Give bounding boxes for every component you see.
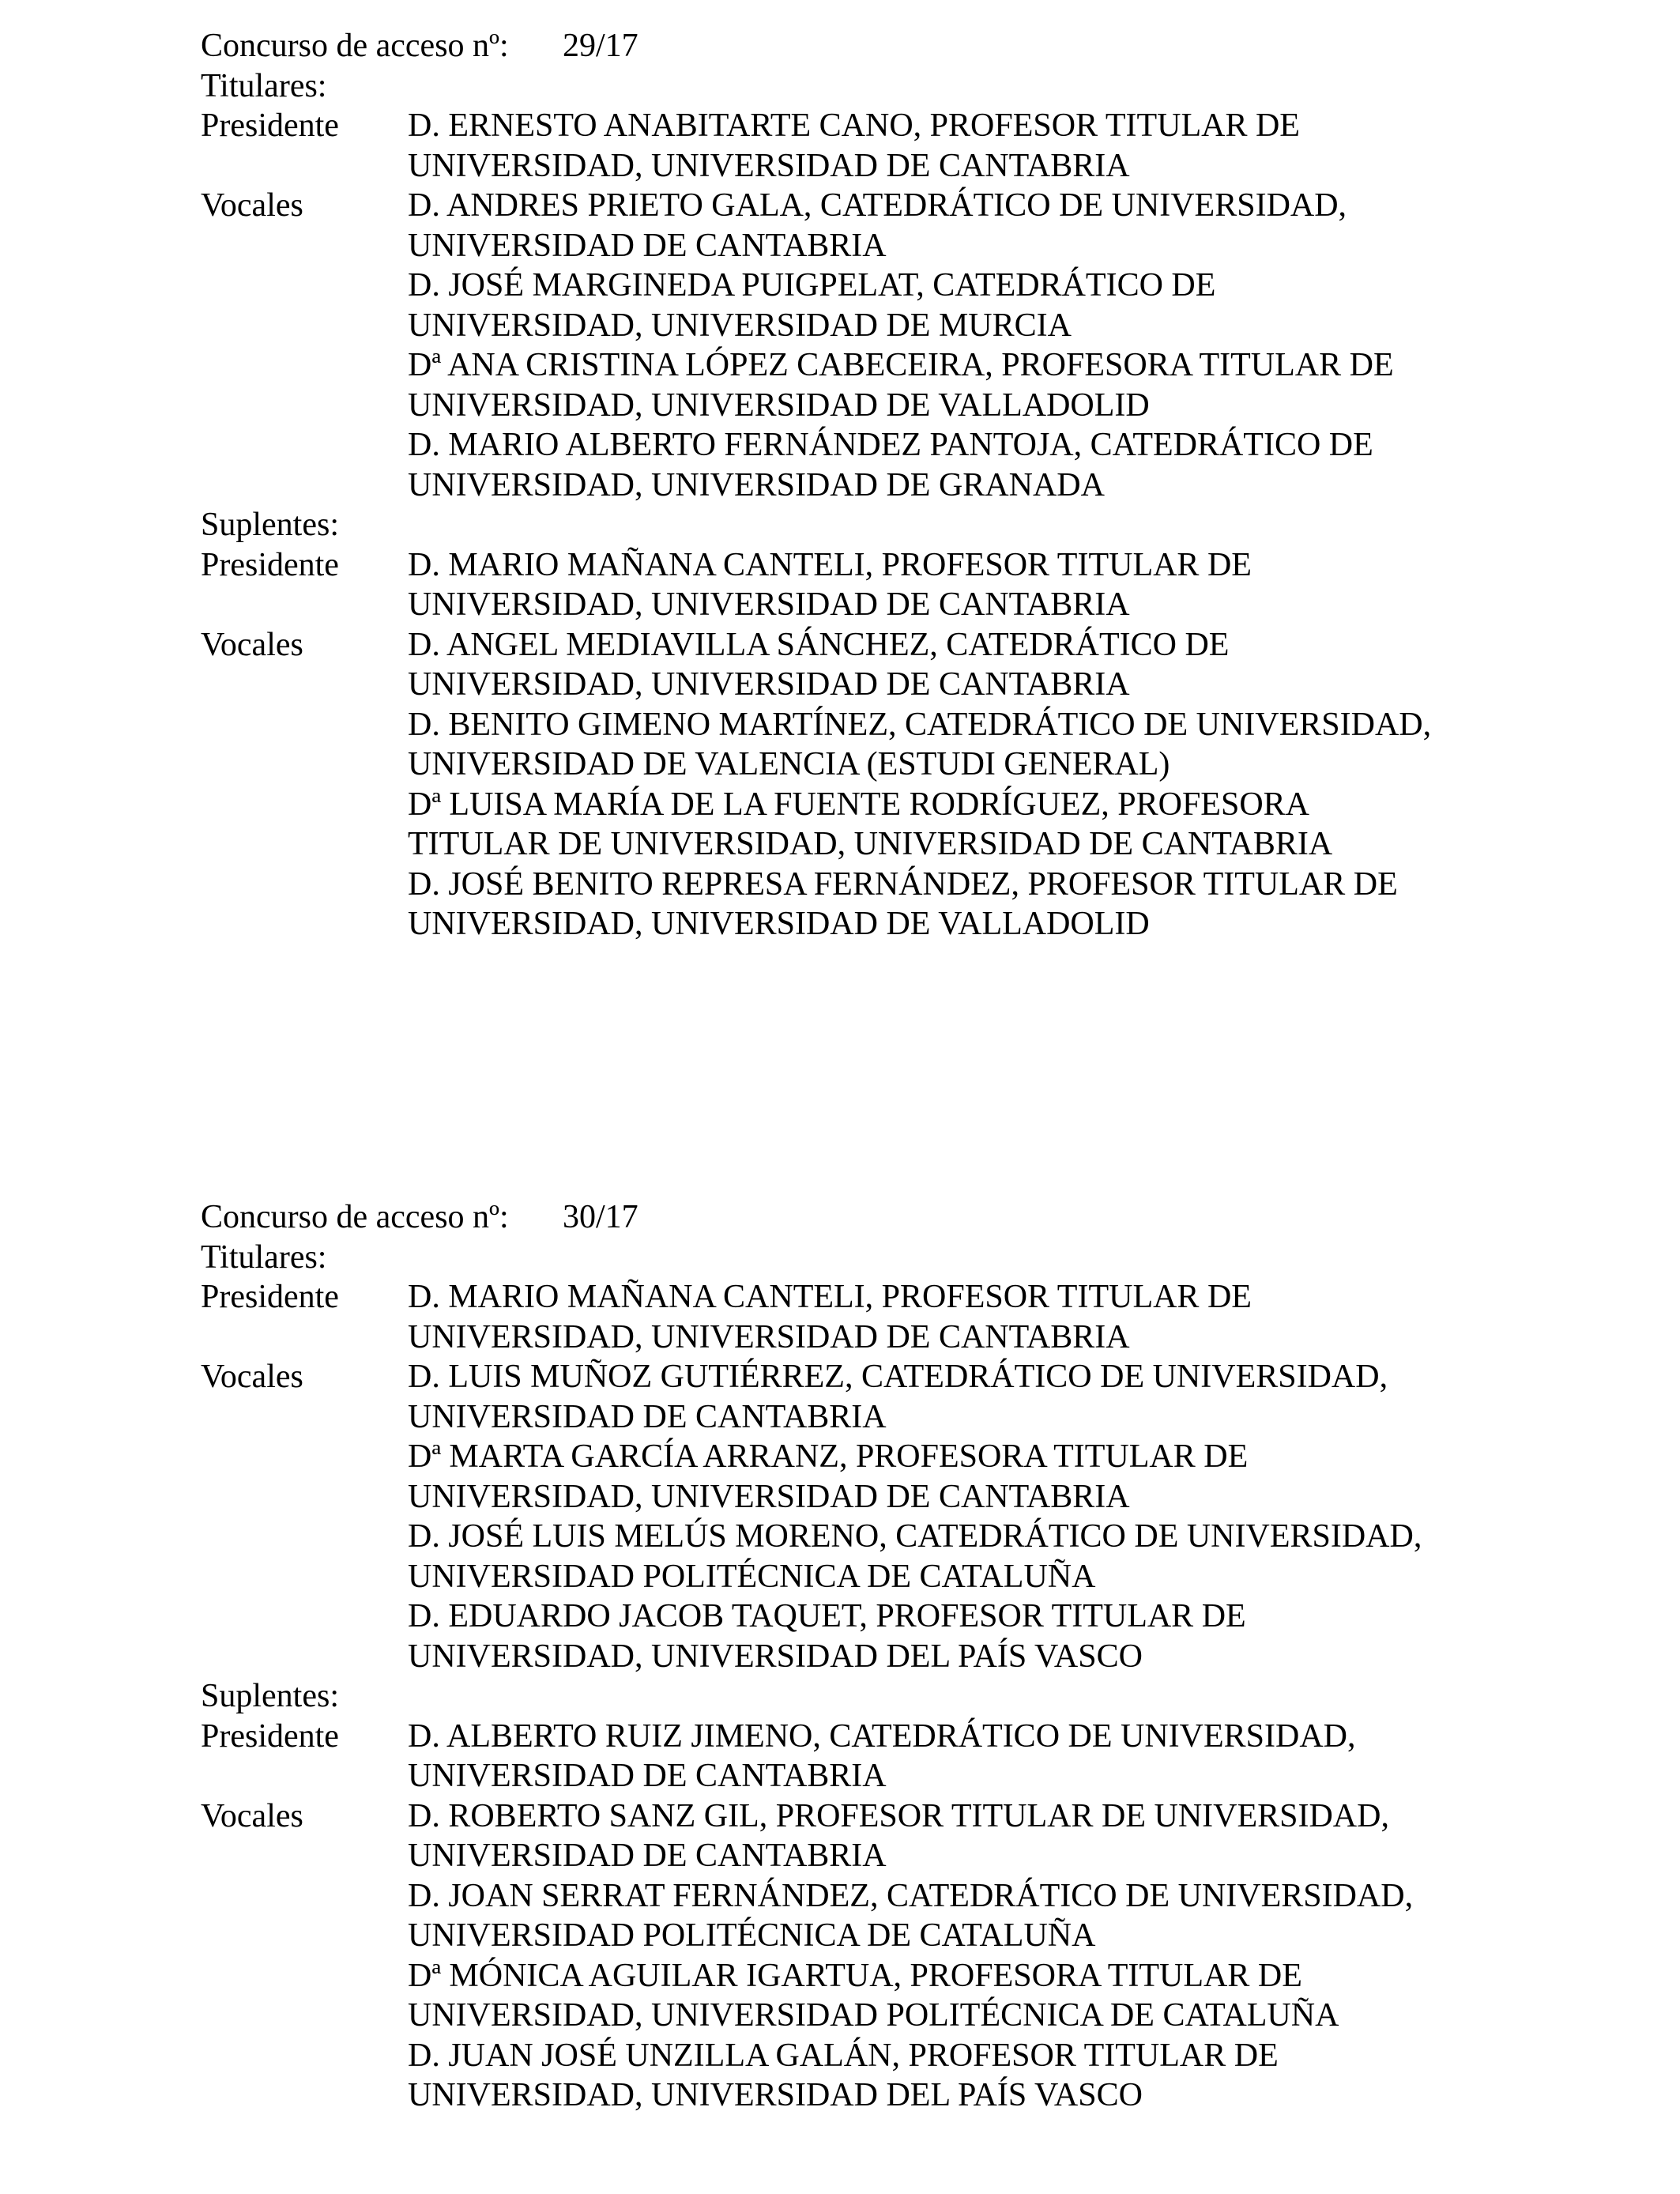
member-line: [201, 226, 1544, 266]
member-text: D. JOSÉ LUIS MELÚS MORENO, CATEDRÁTICO DE UNIVERSIDAD,: [408, 1518, 1422, 1555]
vocales-label: Vocales: [201, 626, 303, 663]
member-text: UNIVERSIDAD, UNIVERSIDAD DE CANTABRIA: [408, 586, 1130, 623]
concurso-label: Concurso de acceso nº:: [201, 28, 509, 64]
member-line: [201, 345, 1544, 386]
member-text: UNIVERSIDAD, UNIVERSIDAD DE VALLADOLID: [408, 386, 1150, 424]
member-text: D. ANDRES PRIETO GALA, CATEDRÁTICO DE UNIVERSIDAD,: [408, 187, 1347, 224]
member-line: [201, 1397, 1544, 1438]
member-line: [201, 1756, 1544, 1796]
member-line: [201, 306, 1544, 346]
member-line: [201, 1956, 1544, 1996]
suplentes-label: Suplentes:: [201, 1678, 339, 1714]
member-line: [201, 824, 1544, 865]
member-line: [201, 1318, 1544, 1358]
member-text: UNIVERSIDAD DE CANTABRIA: [408, 227, 887, 264]
member-text: D. JOSÉ MARGINEDA PUIGPELAT, CATEDRÁTICO DE: [408, 267, 1216, 303]
member-line: [201, 1876, 1544, 1917]
member-line: [201, 2036, 1544, 2076]
member-text: D. ALBERTO RUIZ JIMENO, CATEDRÁTICO DE UNIVERSIDAD,: [408, 1717, 1356, 1755]
member-text: Dª MÓNICA AGUILAR IGARTUA, PROFESORA TITULAR DE: [408, 1957, 1302, 1994]
member-text: UNIVERSIDAD, UNIVERSIDAD DEL PAÍS VASCO: [408, 2077, 1143, 2113]
suplentes-heading: [201, 1676, 1544, 1717]
titular-presidente-line: [201, 106, 1544, 146]
member-text: UNIVERSIDAD DE CANTABRIA: [408, 1398, 887, 1435]
member-text: UNIVERSIDAD, UNIVERSIDAD DE CANTABRIA: [408, 666, 1130, 703]
member-text: UNIVERSIDAD POLITÉCNICA DE CATALUÑA: [408, 1917, 1096, 1954]
member-line: [201, 1637, 1544, 1677]
member-text: Dª ANA CRISTINA LÓPEZ CABECEIRA, PROFESORA TITULAR DE: [408, 347, 1394, 383]
suplente-vocales-line: [201, 625, 1544, 665]
member-line: [201, 1437, 1544, 1477]
member-line: [201, 904, 1544, 944]
member-text: UNIVERSIDAD, UNIVERSIDAD DE MURCIA: [408, 307, 1072, 344]
member-text: D. EDUARDO JACOB TAQUET, PROFESOR TITULAR DE: [408, 1598, 1246, 1634]
member-text: D. JOAN SERRAT FERNÁNDEZ, CATEDRÁTICO DE UNIVERSIDAD,: [408, 1877, 1414, 1914]
member-line: [201, 425, 1544, 466]
titulares-label: Titulares:: [201, 67, 327, 104]
member-text: UNIVERSIDAD POLITÉCNICA DE CATALUÑA: [408, 1558, 1096, 1595]
member-line: [201, 1836, 1544, 1876]
concurso-section: [201, 1197, 1544, 2116]
member-line: [201, 705, 1544, 745]
member-text: UNIVERSIDAD, UNIVERSIDAD DE CANTABRIA: [408, 1478, 1130, 1515]
member-line: [201, 146, 1544, 187]
vocales-label: Vocales: [201, 1359, 303, 1395]
titulares-label: Titulares:: [201, 1238, 327, 1276]
member-text: UNIVERSIDAD, UNIVERSIDAD DE GRANADA: [408, 466, 1105, 503]
presidente-label: Presidente: [201, 1717, 339, 1755]
titular-vocales-line: [201, 1357, 1544, 1397]
presidente-label: Presidente: [201, 107, 339, 144]
member-text: TITULAR DE UNIVERSIDAD, UNIVERSIDAD DE CANTABRIA: [408, 826, 1333, 862]
suplentes-label: Suplentes:: [201, 507, 339, 543]
concurso-label: Concurso de acceso nº:: [201, 1199, 509, 1235]
titular-presidente-line: [201, 1277, 1544, 1318]
member-text: UNIVERSIDAD, UNIVERSIDAD DE VALLADOLID: [408, 906, 1150, 942]
member-text: D. ERNESTO ANABITARTE CANO, PROFESOR TITULAR DE: [408, 107, 1300, 144]
concurso-header: [201, 1197, 1544, 1238]
member-line: [201, 1517, 1544, 1557]
member-line: [201, 466, 1544, 506]
member-text: D. ANGEL MEDIAVILLA SÁNCHEZ, CATEDRÁTICO DE: [408, 626, 1230, 663]
member-text: UNIVERSIDAD DE VALENCIA (ESTUDI GENERAL): [408, 746, 1170, 782]
member-line: [201, 1596, 1544, 1637]
suplente-vocales-line: [201, 1796, 1544, 1837]
member-line: [201, 865, 1544, 905]
member-line: [201, 785, 1544, 825]
member-text: D. LUIS MUÑOZ GUTIÉRREZ, CATEDRÁTICO DE UNIVERSIDAD,: [408, 1359, 1388, 1395]
concurso-number: 29/17: [563, 28, 638, 64]
member-line: [201, 266, 1544, 306]
member-line: [201, 1477, 1544, 1517]
member-text: D. MARIO MAÑANA CANTELI, PROFESOR TITULAR DE: [408, 546, 1252, 583]
member-line: [201, 386, 1544, 426]
member-line: [201, 1916, 1544, 1956]
member-line: [201, 585, 1544, 625]
suplente-presidente-line: [201, 1717, 1544, 1757]
vocales-label: Vocales: [201, 187, 303, 224]
member-line: [201, 1996, 1544, 2036]
member-line: [201, 665, 1544, 705]
member-text: D. JOSÉ BENITO REPRESA FERNÁNDEZ, PROFESOR TITULAR DE: [408, 865, 1398, 903]
member-text: D. JUAN JOSÉ UNZILLA GALÁN, PROFESOR TITULAR DE: [408, 2037, 1279, 2074]
member-text: D. ROBERTO SANZ GIL, PROFESOR TITULAR DE UNIVERSIDAD,: [408, 1797, 1389, 1834]
concurso-header: [201, 26, 1544, 66]
concurso-number: 30/17: [563, 1199, 638, 1235]
member-text: UNIVERSIDAD DE CANTABRIA: [408, 1838, 887, 1874]
presidente-label: Presidente: [201, 546, 339, 583]
member-text: D. BENITO GIMENO MARTÍNEZ, CATEDRÁTICO DE UNIVERSIDAD,: [408, 706, 1432, 743]
suplentes-heading: [201, 505, 1544, 545]
member-text: UNIVERSIDAD DE CANTABRIA: [408, 1758, 887, 1794]
titular-vocales-line: [201, 186, 1544, 226]
member-text: UNIVERSIDAD, UNIVERSIDAD DEL PAÍS VASCO: [408, 1638, 1143, 1675]
member-line: [201, 2075, 1544, 2116]
vocales-label: Vocales: [201, 1797, 303, 1834]
member-text: Dª LUISA MARÍA DE LA FUENTE RODRÍGUEZ, PROFESORA: [408, 786, 1309, 823]
suplente-presidente-line: [201, 545, 1544, 586]
presidente-label: Presidente: [201, 1279, 339, 1315]
member-text: UNIVERSIDAD, UNIVERSIDAD DE CANTABRIA: [408, 147, 1130, 184]
titulares-heading: [201, 1238, 1544, 1278]
member-text: D. MARIO ALBERTO FERNÁNDEZ PANTOJA, CATEDRÁTICO DE: [408, 427, 1373, 463]
titulares-heading: [201, 66, 1544, 107]
member-line: [201, 1557, 1544, 1597]
member-line: [201, 745, 1544, 785]
member-text: Dª MARTA GARCÍA ARRANZ, PROFESORA TITULAR DE: [408, 1438, 1249, 1475]
concurso-section: [201, 26, 1544, 944]
member-text: UNIVERSIDAD, UNIVERSIDAD POLITÉCNICA DE CATALUÑA: [408, 1997, 1339, 2034]
member-text: UNIVERSIDAD, UNIVERSIDAD DE CANTABRIA: [408, 1318, 1130, 1355]
member-text: D. MARIO MAÑANA CANTELI, PROFESOR TITULAR DE: [408, 1279, 1252, 1315]
